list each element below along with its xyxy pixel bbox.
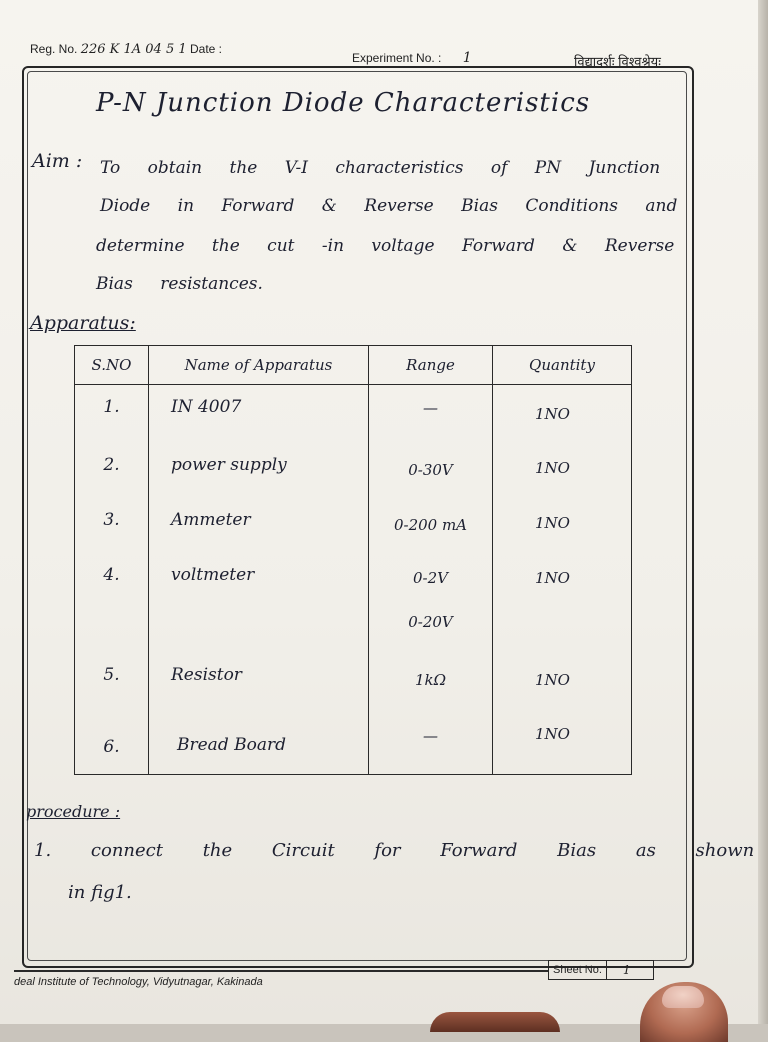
table-row [75, 653, 632, 715]
apparatus-table [74, 345, 632, 775]
cell-quantity: 1NO [493, 553, 632, 653]
aim-line-3: determine the cut -in voltage Forward & Reverse [96, 236, 675, 256]
cell-sno: 5. [75, 653, 149, 715]
sheet-no-box [548, 960, 654, 980]
cell-quantity: 1NO [493, 498, 632, 553]
table-row [75, 715, 632, 775]
cell-name: IN 4007 [149, 385, 369, 443]
fingers-shadow [430, 1012, 560, 1032]
reg-no-field [30, 42, 222, 57]
cell-quantity: 1NO [493, 385, 632, 443]
cell-sno: 4. [75, 553, 149, 653]
cell-quantity: 1NO [493, 715, 632, 775]
table-row [75, 443, 632, 498]
cell-name: Resistor [149, 653, 369, 715]
aim-line-4: Bias resistances. [96, 274, 263, 294]
reg-no-value: 226 K 1A 04 5 1 [80, 42, 187, 57]
table-header-row [75, 346, 632, 385]
sheet-no-value: 1 [622, 963, 631, 977]
page-title: P-N Junction Diode Characteristics [96, 88, 591, 118]
cell-sno: 2. [75, 443, 149, 498]
col-header-name: Name of Apparatus [149, 346, 369, 385]
col-header-quantity: Quantity [493, 346, 632, 385]
table-row [75, 553, 632, 653]
cell-name: power supply [149, 443, 369, 498]
experiment-no-field [352, 50, 472, 66]
cell-range [369, 553, 493, 653]
sheet-no-label: Sheet No. [549, 961, 607, 979]
institute-footer: deal Institute of Technology, Vidyutnagar, Kakinada [14, 976, 263, 988]
reg-no-label: Reg. No. [30, 42, 78, 56]
cell-sno: 6. [75, 715, 149, 775]
page-edge-shadow [758, 0, 768, 1024]
thumbnail-image [662, 986, 704, 1008]
table-row [75, 385, 632, 443]
apparatus-heading: Apparatus: [30, 312, 136, 334]
aim-line-1: To obtain the V-I characteristics of PN Junction [100, 158, 661, 178]
cell-range: 0-200 mA [369, 498, 493, 553]
aim-line-2: Diode in Forward & Reverse Bias Conditions and [100, 196, 678, 216]
procedure-step-1: 1. connect the Circuit for Forward Bias as shown [34, 840, 755, 861]
col-header-sno: S.NO [75, 346, 149, 385]
table-row [75, 498, 632, 553]
date-label: Date : [189, 42, 222, 56]
cell-range: — [369, 715, 493, 775]
range-value-1: 0-2V [413, 568, 448, 587]
procedure-step-1-cont: in fig1. [68, 882, 132, 903]
aim-label: Aim : [32, 150, 83, 172]
cell-range: 1kΩ [369, 653, 493, 715]
cell-range: 0-30V [369, 443, 493, 498]
cell-name: Bread Board [149, 715, 369, 775]
cell-sno: 1. [75, 385, 149, 443]
cell-name: voltmeter [149, 553, 369, 653]
procedure-heading: procedure : [26, 802, 121, 821]
experiment-value: 1 [462, 50, 472, 66]
footer-rule [14, 970, 548, 972]
range-value-2: 0-20V [408, 612, 453, 631]
cell-quantity: 1NO [493, 443, 632, 498]
cell-quantity: 1NO [493, 653, 632, 715]
col-header-range: Range [369, 346, 493, 385]
institute-motto: विद्यादर्शः विश्वश्रेयः [574, 54, 661, 69]
cell-sno: 3. [75, 498, 149, 553]
cell-range: — [369, 385, 493, 443]
experiment-label: Experiment No. : [352, 51, 442, 65]
cell-name: Ammeter [149, 498, 369, 553]
